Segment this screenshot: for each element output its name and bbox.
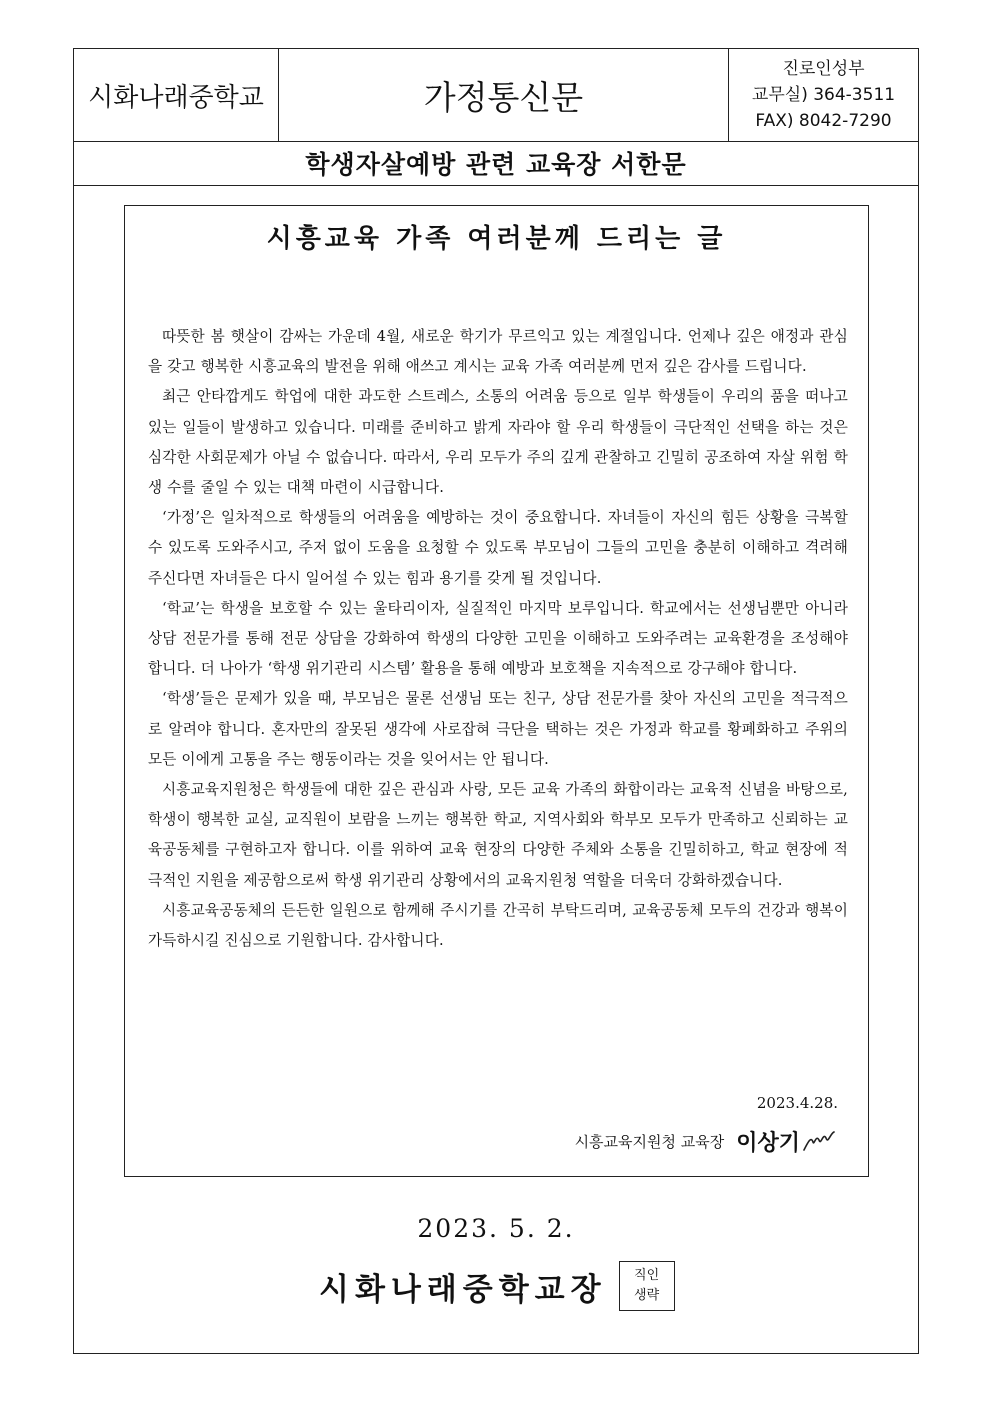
- letter-paragraph: 최근 안타깝게도 학업에 대한 과도한 스트레스, 소통의 어려움 등으로 일부 학생들이 우리의 품을 떠나고 있는 일들이 발생하고 있습니다. 미래를 준비하고 밝게 자라야 할 우리 학생들이 극단적인 선택을 하는 것은 심각한 사회문제가 아닐 수 없습니다. 따라서, 우리 모두가 주의 깊게 관찰하고 긴밀히 공조하여 자살 위험 학생 수를 줄일 수 있는 대책 마련이 시급합니다.: [148, 388, 848, 497]
- letter-paragraph: ‘학생’들은 문제가 있을 때, 부모님은 물론 선생님 또는 친구, 상담 전문가를 찾아 자신의 고민을 적극적으로 알려야 합니다. 혼자만의 잘못된 생각에 사로잡혀 극단을 택하는 것은 가정과 학교를 황폐화하고 주위의 모든 이에게 고통을 주는 행동이라는 것을 잊어서는 안 됩니다.: [148, 690, 848, 768]
- superintendent-letter: [124, 205, 869, 1177]
- letter-paragraph: 시흥교육지원청은 학생들에 대한 깊은 관심과 사랑, 모든 교육 가족의 화합이라는 교육적 신념을 바탕으로, 학생이 행복한 교실, 교직원이 보람을 느끼는 행복한 학교, 지역사회와 학부모 모두가 만족하고 신뢰하는 교육공동체를 구현하고자 합니다. 이를 위하여 교육 현장의 다양한 주체와 소통을 긴밀히하고, 학교 현장에 적극적인 지원을 제공함으로써 학생 위기관리 상황에서의 교육지원청 역할을 더욱더 강화하겠습니다.: [148, 781, 848, 889]
- fax-number: FAX) 8042-7290: [755, 111, 892, 131]
- sender-organization: 시흥교육지원청 교육장: [574, 1133, 725, 1151]
- letter-paragraph: 따뜻한 봄 햇살이 감싸는 가운데 4월, 새로운 학기가 무르익고 있는 계절입니다. 언제나 깊은 애정과 관심을 갖고 행복한 시흥교육의 발전을 위해 애쓰고 계시는 교육 가족 여러분께 먼저 깊은 감사를 드립니다.: [148, 328, 848, 376]
- header-row: [74, 49, 918, 142]
- letter-paragraph: ‘가정’은 일차적으로 학생들의 어려움을 예방하는 것이 중요합니다. 자녀들이 자신의 힘든 상황을 극복할 수 있도록 도와주시고, 주저 없이 도움을 요청할 수 있도록 부모님이 그들의 고민을 충분히 이해하고 격려해 주신다면 자녀들은 다시 일어설 수 있는 힘과 용기를 갖게 될 것입니다.: [148, 509, 848, 587]
- seal-line-2: 생략: [634, 1288, 660, 1303]
- sender-name: 이상기: [736, 1130, 800, 1156]
- school-name: 시화나래중학교: [74, 49, 279, 141]
- letter-title: 시흥교육 가족 여러분께 드리는 글: [266, 224, 727, 254]
- seal-line-1: 직인: [634, 1268, 660, 1283]
- letter-body: [148, 322, 848, 956]
- signature-icon: [802, 1128, 836, 1156]
- department: 진로인성부: [782, 59, 865, 79]
- letter-paragraph: ‘학교’는 학생을 보호할 수 있는 울타리이자, 실질적인 마지막 보루입니다. 학교에서는 선생님뿐만 아니라 상담 전문가를 통해 전문 상담을 강화하여 학생의 다양한 고민을 이해하고 도와주려는 교육환경을 조성해야 합니다. 더 나아가 ‘학생 위기관리 시스템’ 활용을 통해 예방과 보호책을 지속적으로 강구해야 합니다.: [148, 599, 848, 678]
- principal-title: 시화나래중학교장: [319, 1271, 607, 1308]
- subject-title: 학생자살예방 관련 교육장 서한문: [74, 141, 918, 186]
- principal-signature-row: [319, 1261, 675, 1311]
- letter-date: 2023.4.28.: [756, 1094, 838, 1112]
- letter-signature: [575, 1126, 836, 1157]
- official-seal-omitted: [619, 1261, 675, 1311]
- letter-paragraph: 시흥교육공동체의 든든한 일원으로 함께해 주시기를 간곡히 부탁드리며, 교육공동체 모두의 건강과 행복이 가득하시길 진심으로 기원합니다. 감사합니다.: [148, 901, 848, 950]
- document-type-title: 가정통신문: [279, 49, 729, 141]
- contact-info: [729, 49, 918, 141]
- office-phone: 교무실) 364-3511: [751, 85, 896, 105]
- notice-frame: [73, 48, 919, 1354]
- issue-date: 2023. 5. 2.: [417, 1214, 575, 1243]
